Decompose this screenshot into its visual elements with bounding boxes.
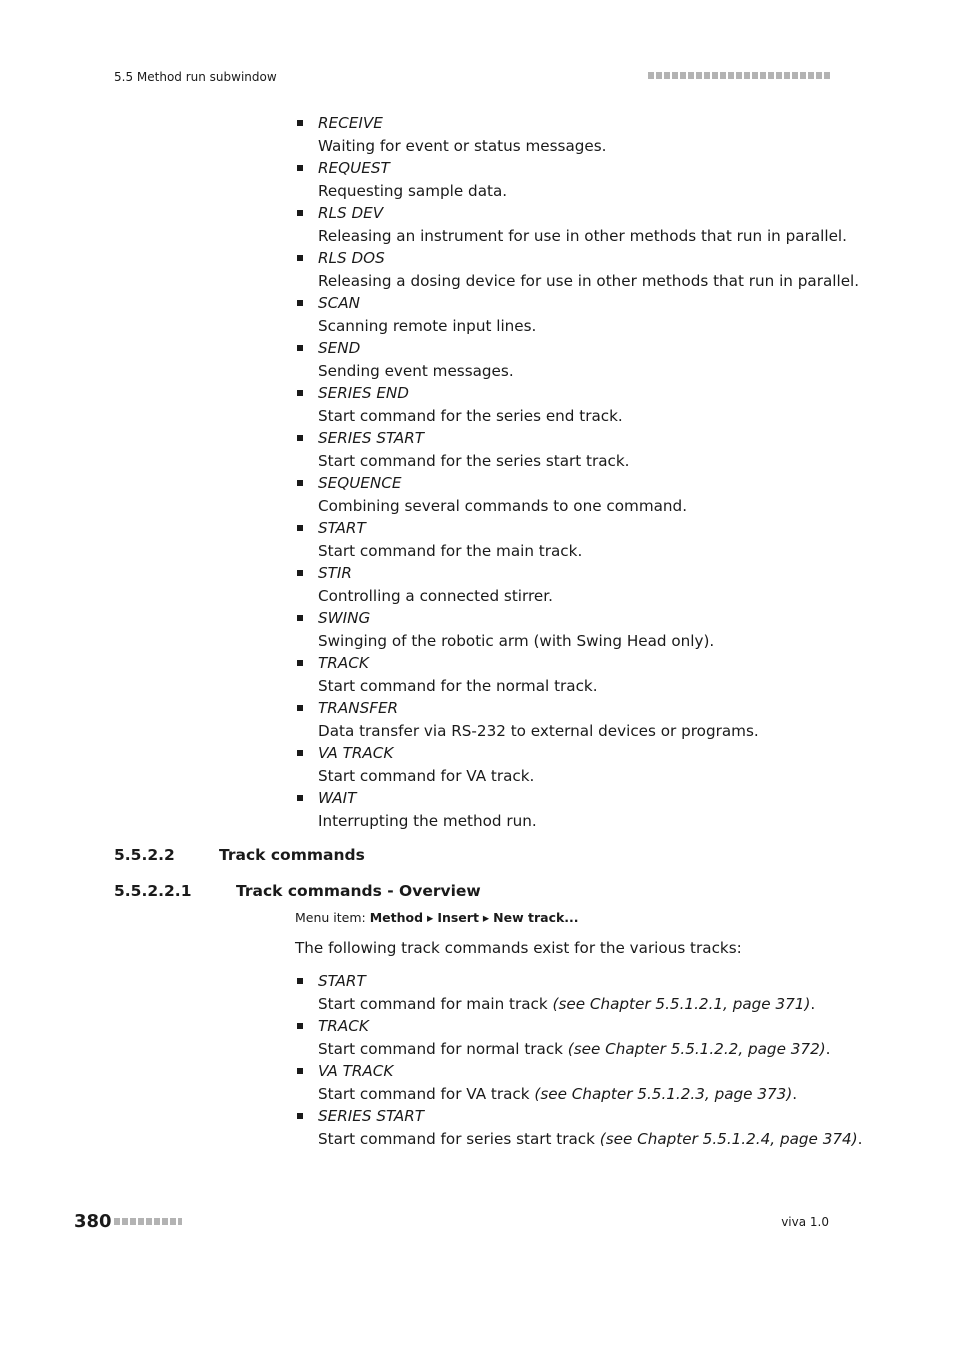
list-item (295, 607, 859, 652)
command-description (318, 1128, 862, 1151)
command-name: WAIT (318, 789, 357, 807)
command-description (318, 1083, 862, 1106)
subsection-heading (114, 882, 481, 900)
section-heading (114, 846, 365, 864)
square-bullet-icon (297, 750, 303, 756)
menu-path (295, 910, 579, 925)
section-number: 5.5.2.2 (114, 846, 175, 864)
command-name: TRANSFER (318, 699, 399, 717)
list-item (295, 970, 862, 1015)
command-description: Combining several commands to one command. (318, 496, 688, 515)
list-item (295, 697, 859, 742)
footer-decoration (114, 1218, 182, 1225)
command-description (318, 1038, 862, 1061)
description-text: Start command for main track (318, 994, 553, 1013)
command-description: Interrupting the method run. (318, 811, 537, 830)
list-item (295, 1015, 862, 1060)
command-name: SERIES START (318, 1107, 425, 1125)
square-bullet-icon (297, 1068, 303, 1074)
square-bullet-icon (297, 615, 303, 621)
square-bullet-icon (297, 1023, 303, 1029)
chapter-reference: (see Chapter 5.5.1.2.4, page 374) (599, 1129, 858, 1148)
list-item (295, 337, 859, 382)
menu-prefix: Menu item: (295, 910, 370, 925)
command-name: SERIES END (318, 384, 409, 402)
square-bullet-icon (297, 255, 303, 261)
square-bullet-icon (297, 480, 303, 486)
command-name: VA TRACK (318, 1062, 394, 1080)
triangle-right-icon: ▸ (427, 910, 434, 925)
command-description: Releasing an instrument for use in other methods that run in parallel. (318, 226, 847, 245)
description-end: . (792, 1084, 798, 1103)
square-bullet-icon (297, 525, 303, 531)
section-title: Track commands (219, 846, 365, 864)
description-text: Start command for normal track (318, 1039, 568, 1058)
command-name: REQUEST (318, 159, 390, 177)
command-name: SCAN (318, 294, 360, 312)
square-bullet-icon (297, 660, 303, 666)
list-item (295, 202, 859, 247)
list-item (295, 1060, 862, 1105)
command-description: Controlling a connected stirrer. (318, 586, 553, 605)
list-item (295, 472, 859, 517)
command-name: SEND (318, 339, 361, 357)
command-description: Sending event messages. (318, 361, 514, 380)
command-name: VA TRACK (318, 744, 394, 762)
list-item (295, 742, 859, 787)
subsection-number: 5.5.2.2.1 (114, 882, 192, 900)
triangle-right-icon: ▸ (482, 910, 490, 925)
description-text: Start command for series start track (318, 1129, 600, 1148)
command-description (318, 993, 862, 1016)
list-item (295, 382, 859, 427)
square-bullet-icon (297, 705, 303, 711)
description-end: . (857, 1129, 863, 1148)
command-name: SERIES START (318, 429, 425, 447)
command-name: STIR (318, 564, 352, 582)
square-bullet-icon (297, 435, 303, 441)
intro-paragraph: The following track commands exist for the various tracks: (295, 939, 742, 957)
command-name: RLS DOS (318, 249, 385, 267)
command-description: Start command for the series start track. (318, 451, 630, 470)
square-bullet-icon (297, 165, 303, 171)
chapter-reference: (see Chapter 5.5.1.2.2, page 372) (567, 1039, 826, 1058)
command-description: Start command for the normal track. (318, 676, 598, 695)
command-name: START (318, 972, 366, 990)
command-list (295, 112, 859, 832)
list-item (295, 787, 859, 832)
list-item (295, 517, 859, 562)
command-description: Start command for the series end track. (318, 406, 623, 425)
command-name: SWING (318, 609, 371, 627)
square-bullet-icon (297, 978, 303, 984)
command-description: Scanning remote input lines. (318, 316, 537, 335)
chapter-reference: (see Chapter 5.5.1.2.1, page 371) (552, 994, 811, 1013)
list-item (295, 652, 859, 697)
square-bullet-icon (297, 210, 303, 216)
command-name: TRACK (318, 1017, 369, 1035)
command-description: Requesting sample data. (318, 181, 508, 200)
subsection-title: Track commands - Overview (236, 882, 481, 900)
command-name: START (318, 519, 366, 537)
command-name: SEQUENCE (318, 474, 402, 492)
list-item (295, 427, 859, 472)
list-item (295, 247, 859, 292)
list-item (295, 562, 859, 607)
list-item (295, 1105, 862, 1150)
square-bullet-icon (297, 570, 303, 576)
square-bullet-icon (297, 795, 303, 801)
square-bullet-icon (297, 120, 303, 126)
product-name: viva 1.0 (781, 1215, 829, 1229)
description-text: Start command for VA track (318, 1084, 535, 1103)
command-name: RLS DEV (318, 204, 384, 222)
square-bullet-icon (297, 1113, 303, 1119)
list-item (295, 112, 859, 157)
chapter-reference: (see Chapter 5.5.1.2.3, page 373) (534, 1084, 793, 1103)
list-item (295, 292, 859, 337)
command-description: Data transfer via RS-232 to external devices or programs. (318, 721, 759, 740)
command-description: Start command for the main track. (318, 541, 583, 560)
square-bullet-icon (297, 300, 303, 306)
square-bullet-icon (297, 390, 303, 396)
running-header-section: 5.5 Method run subwindow (114, 70, 277, 84)
square-bullet-icon (297, 345, 303, 351)
command-description: Waiting for event or status messages. (318, 136, 607, 155)
command-name: TRACK (318, 654, 369, 672)
description-end: . (825, 1039, 831, 1058)
header-decoration (648, 72, 830, 79)
menu-item-new-track: New track... (493, 910, 579, 925)
command-description: Swinging of the robotic arm (with Swing Head only). (318, 631, 715, 650)
list-item (295, 157, 859, 202)
page-number: 380 (74, 1211, 112, 1232)
description-end: . (810, 994, 816, 1013)
menu-item-method: Method (369, 910, 424, 925)
command-description: Releasing a dosing device for use in other methods that run in parallel. (318, 271, 860, 290)
command-name: RECEIVE (318, 114, 383, 132)
menu-item-insert: Insert (437, 910, 479, 925)
command-description: Start command for VA track. (318, 766, 535, 785)
track-command-list (295, 970, 862, 1150)
